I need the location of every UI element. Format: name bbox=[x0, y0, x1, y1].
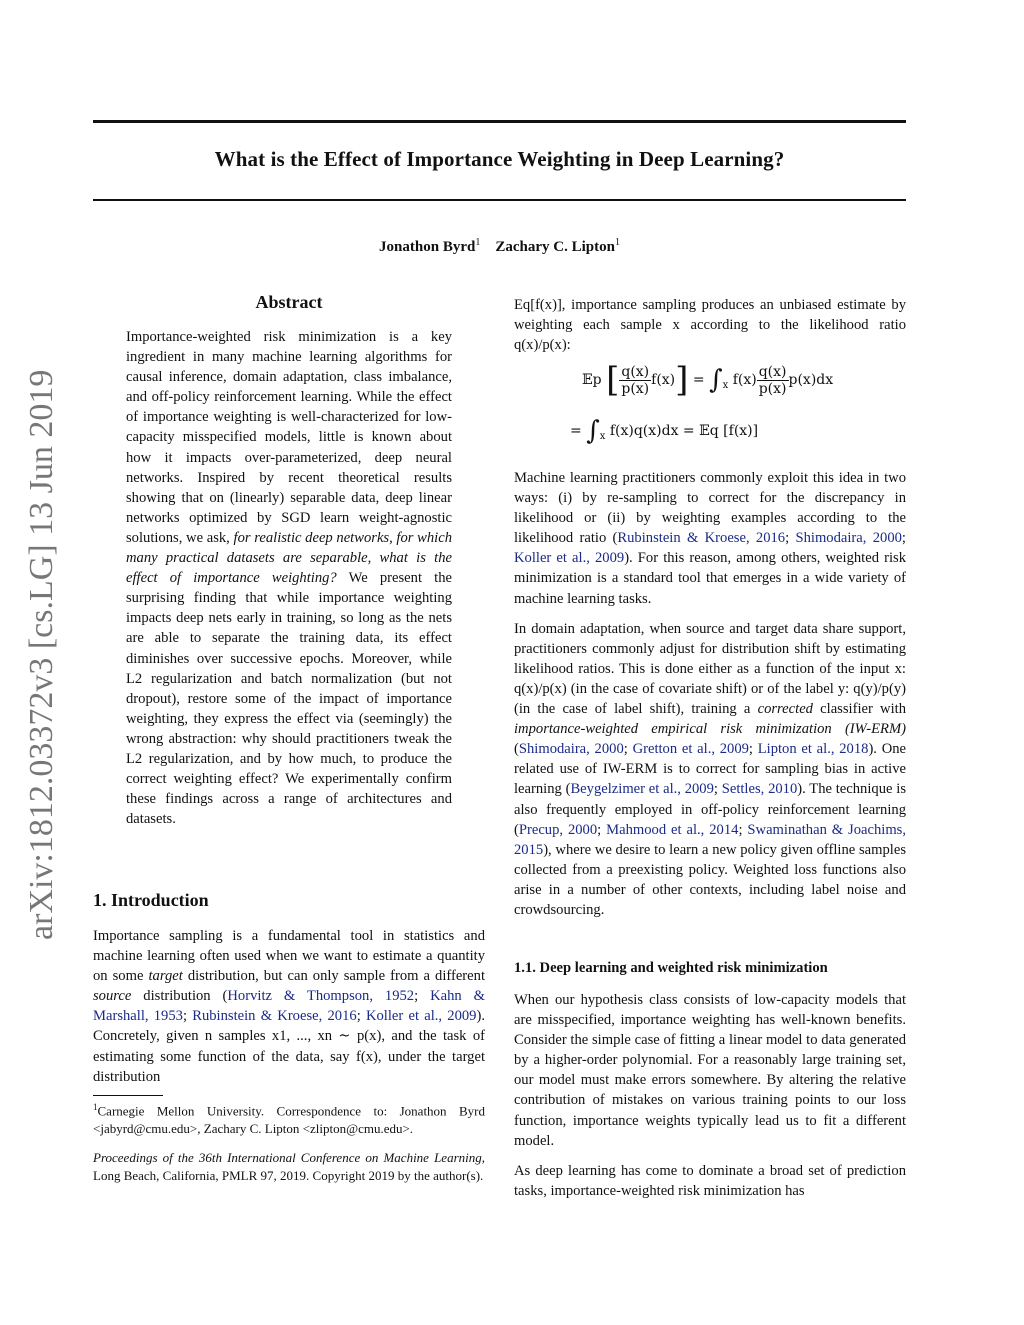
intro-paragraph: Importance sampling is a fundamental tool in statistics and machine learning often used when we want to estimate a quantity on some target distribution, but can only sample from a different source distribution (Horvitz & Thompson, 1952; Kahn & Marshall, 1953; Rubinstein & Kroese, 2016; Koller et al., 2009). Concretely, given n samples x1, ..., xn ∼ p(x), and the task of estimating some function of the data, say f(x), under the target distribution bbox=[93, 928, 485, 1085]
importance-sampling-equation: 𝔼p [ $\frac{q(x)}{p(x)}$ $f(x)] = \int_x$ f(x) $\frac{q(x)}{p(x)}$ p(x)dx = $\int_x$ f(x)q(x)dx = 𝔼q [f(x)] bbox=[570, 360, 834, 446]
citation-link[interactable]: Horvitz & Thompson, 1952 bbox=[227, 988, 415, 1005]
abstract-heading: Abstract bbox=[255, 292, 323, 312]
citation-link[interactable]: Shimodaira, 2000 bbox=[795, 530, 902, 547]
subsection-heading: 1.1. Deep learning and weighted risk minimization bbox=[514, 960, 828, 976]
author-name: Zachary C. Lipton bbox=[495, 239, 615, 255]
citation-link[interactable]: Kahn & Marshall, 1953 bbox=[93, 988, 485, 1025]
citation-link[interactable]: Rubinstein & Kroese, 2016 bbox=[617, 530, 786, 547]
right-paragraph-0: Eq[f(x)], importance sampling produces an unbiased estimate by weighting each sample x according to the likelihood ratio q(x)/p(x): bbox=[514, 297, 906, 354]
citation-link[interactable]: Settles, 2010 bbox=[721, 781, 798, 798]
arxiv-watermark: arXiv:1812.03372v3 [cs.LG] 13 Jun 2019 bbox=[23, 369, 60, 940]
citation-link[interactable]: Mahmood et al., 2014 bbox=[606, 821, 739, 838]
paper-title: What is the Effect of Importance Weighting in Deep Learning? bbox=[214, 147, 785, 171]
citation-link[interactable]: Rubinstein & Kroese, 2016 bbox=[192, 1008, 357, 1025]
citation-link[interactable]: Koller et al., 2009 bbox=[365, 1008, 477, 1025]
abstract-body: Importance-weighted risk minimization is a key ingredient in many machine learning algorithms for causal inference, domain adaptation, class imbalance, and off-policy reinforcement learning. While the effect of importance weighting is well-characterized for low-capacity misspecified models, little is known about how it impacts over-parameterized, deep neural networks. Inspired by recent theoretical results showing that on (linearly) separable data, deep linear networks optimized by SGD learn weight-agnostic solutions, we ask, for realistic deep networks, for which many practical datasets are separable, what is the effect of importance weighting? We present the surprising finding that while importance weighting impacts deep nets early in training, so long as the nets are able to separate the training data, its effect diminishes over successive epochs. Moreover, while L2 regularization and batch normalization (but not dropout), restore some of the impact of importance weighting, they express the effect via (seemingly) the wrong abstraction: why should practitioners tweak the L2 regularization, and by how much, to produce the correct weighting effect? We experimentally confirm these findings across a range of architectures and datasets. bbox=[126, 329, 452, 828]
author-list: Jonathon Byrd$^1$ Zachary C. Lipton$^1$ bbox=[379, 237, 620, 255]
citation-link[interactable]: Shimodaira, 2000 bbox=[518, 741, 624, 758]
citation-link[interactable]: Beygelzimer et al., 2009 bbox=[570, 781, 714, 798]
title-top-rule bbox=[93, 120, 906, 123]
citation-link[interactable]: Koller et al., 2009 bbox=[514, 550, 625, 567]
proceedings-note: Proceedings of the 36th International Conference on Machine Learning, Long Beach, California, PMLR 97, 2019. Copyright 2019 by the author(s). bbox=[93, 1150, 485, 1183]
right-paragraph-3: When our hypothesis class consists of low-capacity models that are misspecified, importance weighting has well-known benefits. Consider the simple case of fitting a linear model to data generated by a higher-order polynomial. For a reasonably large training set, our model must make errors somewhere. By altering the relative contribution of mistakes on various training points to our loss function, importance weights typically lead us to fit a different model. As deep learning has come to dominate a broad set of prediction tasks, importance-weighted risk minimization has bbox=[514, 992, 906, 1199]
citation-link[interactable]: Gretton et al., 2009 bbox=[632, 741, 749, 758]
right-paragraph-1: Machine learning practitioners commonly exploit this idea in two ways: (i) by re-sampling to correct for the discrepancy in likelihood or (ii) by weighting examples according to the likelihood ratio (Rubinstein & Kroese, 2016; Shimodaira, 2000; Koller et al., 2009). For this reason, among others, weighted risk minimization is a standard tool that emerges in a wide variety of machine learning tasks. In domain adaptation, when source and target data share support, practitioners commonly adjust for distribution shift by estimating likelihood ratios. This is done either as a function of the input x: q(x)/p(x) (in the case of covariate shift) or of the label y: q(y)/p(y) (in the case of label shift), training a corrected classifier with importance-weighted empirical risk minimization (IW-ERM) (Shimodaira, 2000; Gretton et al., 2009; Lipton et al., 2018). One related use of IW-ERM is to correct for sampling bias in active learning (Beygelzimer et al., 2009; Settles, 2010). The technique is also frequently employed in off-policy reinforcement learning (Precup, 2000; Mahmood et al., 2014; Swaminathan & Joachims, 2015), where we desire to learn a new policy given offline samples collected from a preexisting policy. Weighted loss functions also arise in a number of other contexts, including label noise and crowdsourcing. bbox=[514, 470, 907, 918]
section-heading: 1. Introduction bbox=[93, 890, 209, 910]
citation-link[interactable]: Lipton et al., 2018 bbox=[757, 741, 869, 758]
footnote-rule bbox=[93, 1095, 163, 1096]
citation-link[interactable]: Precup, 2000 bbox=[518, 821, 598, 838]
affiliation-footnote: $^1$Carnegie Mellon University. Correspondence to: Jonathon Byrd <jabyrd@cmu.edu>, Zachary C. Lipton <zlipton@cmu.edu>. bbox=[93, 1102, 485, 1136]
title-bottom-rule bbox=[93, 199, 906, 201]
author-name: Jonathon Byrd bbox=[379, 239, 476, 255]
citation-link[interactable]: Swaminathan & Joachims, 2015 bbox=[514, 821, 907, 858]
